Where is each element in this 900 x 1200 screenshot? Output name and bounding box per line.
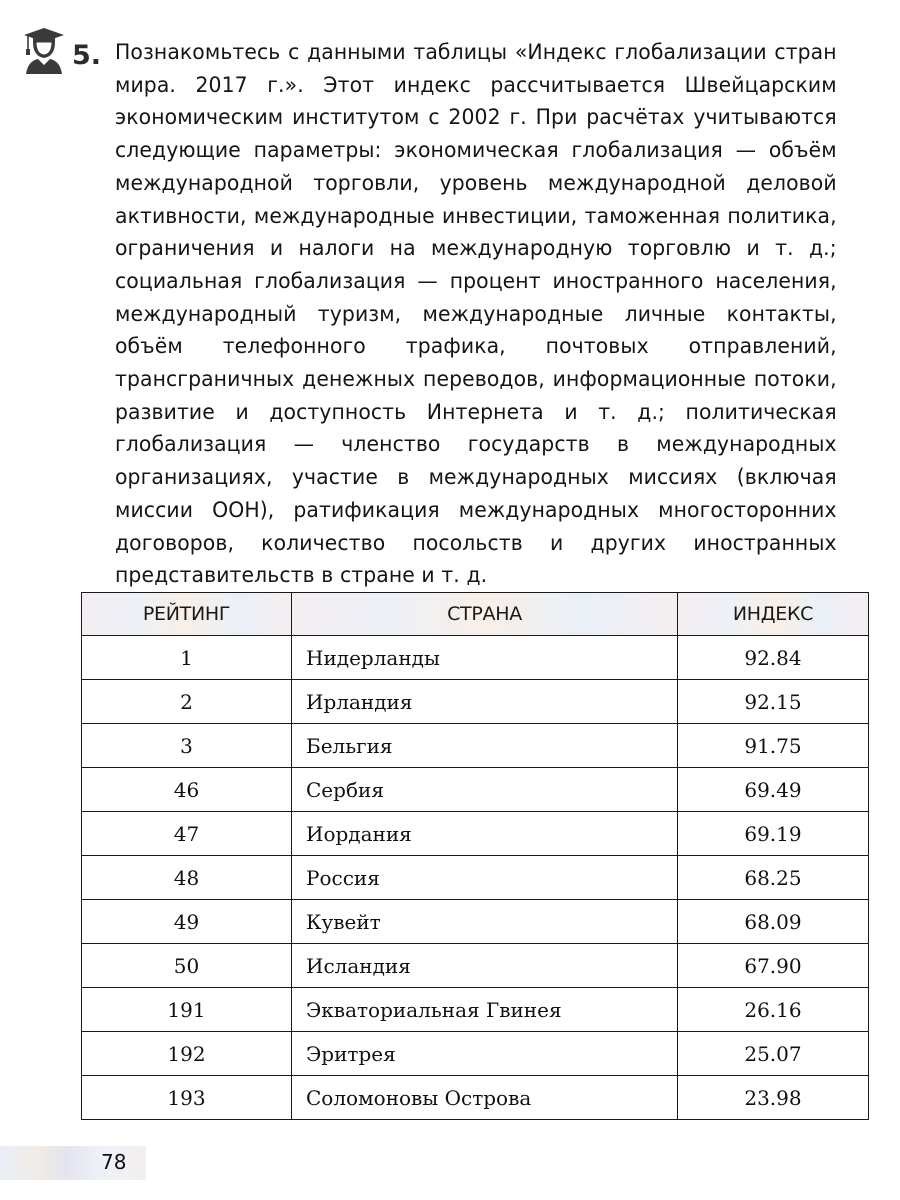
index-cell: 68.09 (678, 900, 869, 944)
rank-cell: 46 (82, 768, 292, 812)
index-cell: 67.90 (678, 944, 869, 988)
task-description: Познакомьтесь с данными таблицы «Индекс глобализации стран мира. 2017 г.». Этот индекс рассчитывается Швейцарским экономическим институтом с 2002 г. При расчётах учитываются следующие параметры: экономическая глобализация — объём международной торговли, уровень международной деловой активности, международные инвестиции, таможенная политика, ограничения и налоги на международную торговлю и т. д.; социальная глобализация — процент иностранного населения, международный туризм, международные личные контакты, объём телефонного трафика, почтовых отправлений, трансграничных денежных переводов, информационные потоки, развитие и доступность Интернета и т. д.; политическая глобализация — членство государств в международных организациях, участие в международных миссиях (включая миссии ООН), ратификация международных многосторонних договоров, количество посольств и других иностранных представительств в стране и т. д. (115, 40, 837, 588)
rank-cell: 49 (82, 900, 292, 944)
index-cell: 25.07 (678, 1032, 869, 1076)
country-cell: Кувейт (292, 900, 678, 944)
table-row (82, 768, 869, 812)
index-cell: 92.15 (678, 680, 869, 724)
table-header-row (82, 593, 869, 636)
table-row (82, 636, 869, 680)
rank-cell: 2 (82, 680, 292, 724)
index-cell: 91.75 (678, 724, 869, 768)
table-row (82, 1032, 869, 1076)
task-number: 5. (72, 40, 102, 71)
rank-cell: 1 (82, 636, 292, 680)
globalization-index-table (81, 592, 868, 1120)
index-cell: 26.16 (678, 988, 869, 1032)
country-cell: Россия (292, 856, 678, 900)
rank-cell: 47 (82, 812, 292, 856)
table-row (82, 944, 869, 988)
country-cell: Сербия (292, 768, 678, 812)
country-cell: Экваториальная Гвинея (292, 988, 678, 1032)
country-cell: Нидерланды (292, 636, 678, 680)
country-cell: Ирландия (292, 680, 678, 724)
rank-cell: 3 (82, 724, 292, 768)
country-cell: Эритрея (292, 1032, 678, 1076)
table-row (82, 680, 869, 724)
country-cell: Иордания (292, 812, 678, 856)
rank-cell: 48 (82, 856, 292, 900)
index-cell: 68.25 (678, 856, 869, 900)
table-row (82, 856, 869, 900)
page-number: 78 (101, 1150, 127, 1174)
country-cell: Исландия (292, 944, 678, 988)
rank-cell: 50 (82, 944, 292, 988)
header-country: СТРАНА (292, 593, 678, 636)
table-row (82, 988, 869, 1032)
rank-cell: 191 (82, 988, 292, 1032)
index-cell: 92.84 (678, 636, 869, 680)
country-cell: Соломоновы Острова (292, 1076, 678, 1120)
country-cell: Бельгия (292, 724, 678, 768)
rank-cell: 192 (82, 1032, 292, 1076)
table-row (82, 724, 869, 768)
header-index: ИНДЕКС (678, 593, 869, 636)
table-row (82, 900, 869, 944)
table-row (82, 1076, 869, 1120)
table-row (82, 812, 869, 856)
index-cell: 69.19 (678, 812, 869, 856)
rank-cell: 193 (82, 1076, 292, 1120)
student-graduation-cap-icon (24, 28, 64, 74)
index-cell: 69.49 (678, 768, 869, 812)
index-cell: 23.98 (678, 1076, 869, 1120)
header-rank: РЕЙТИНГ (82, 593, 292, 636)
